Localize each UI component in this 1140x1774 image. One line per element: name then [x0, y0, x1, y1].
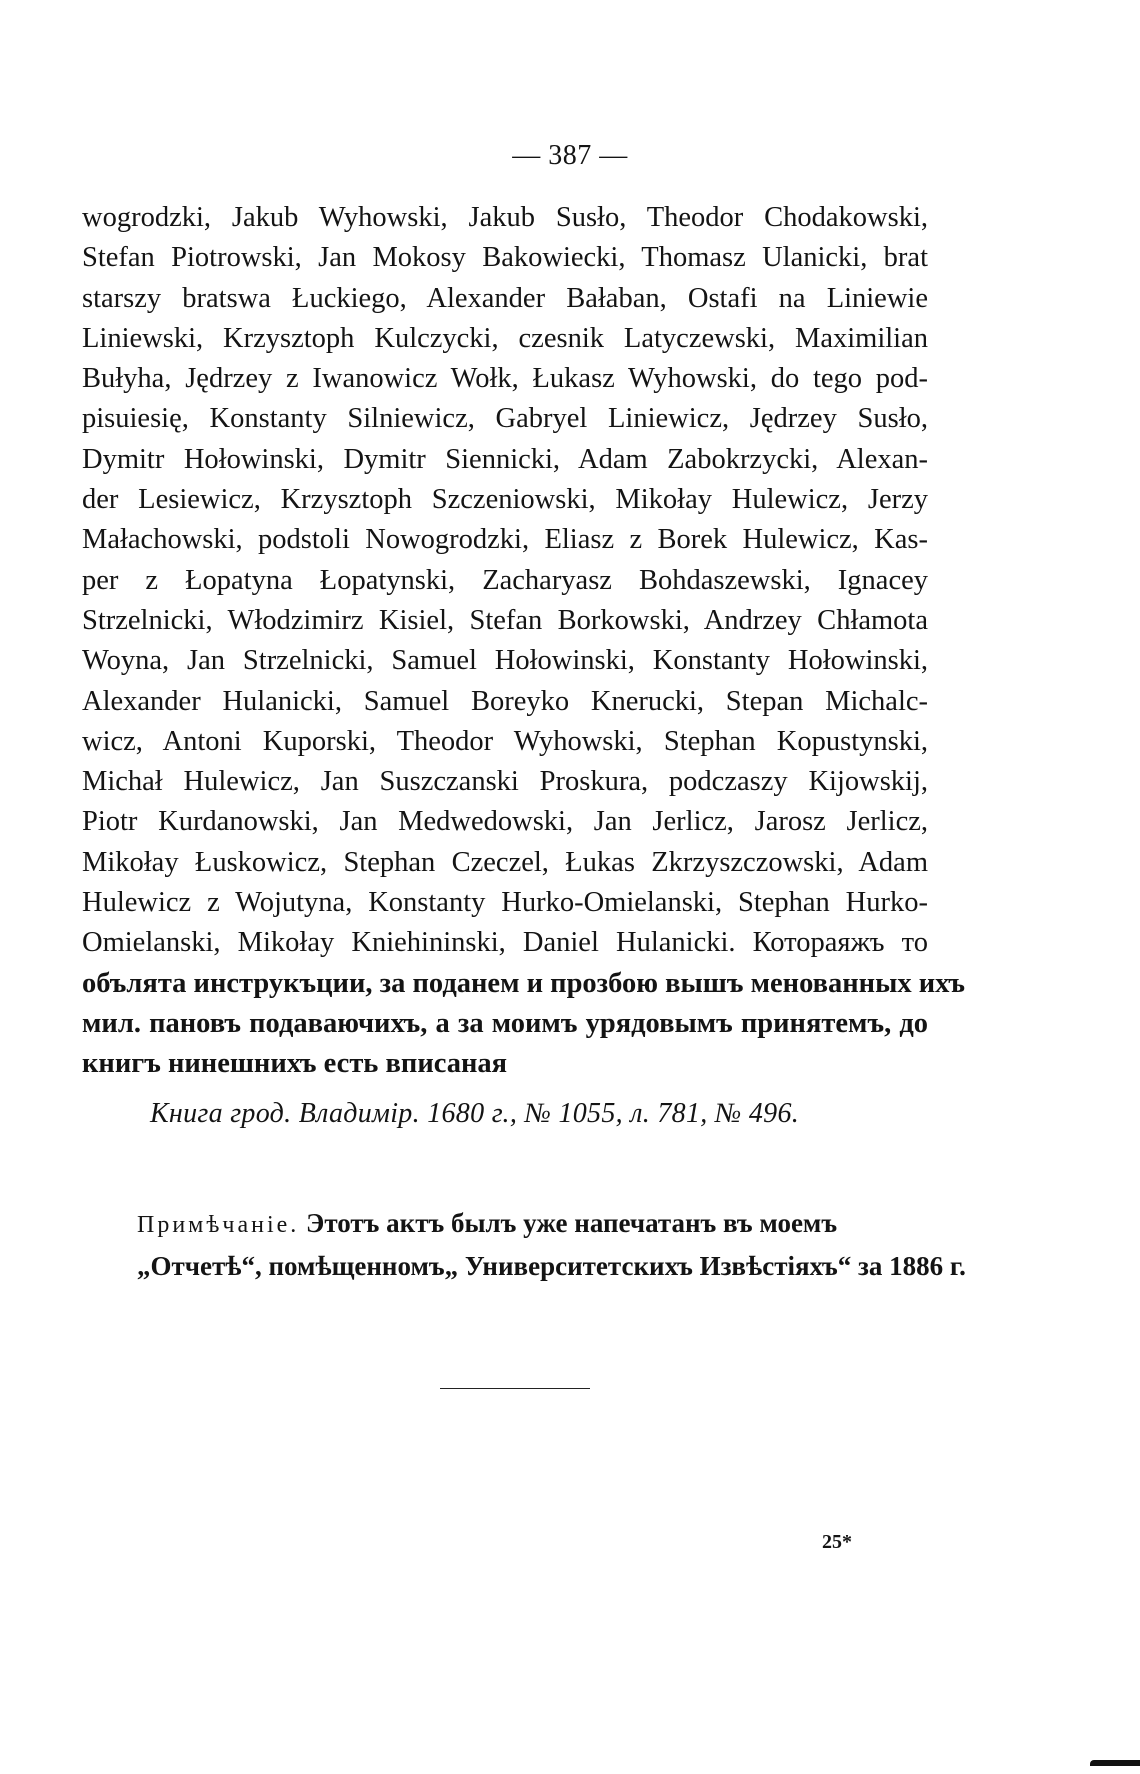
source-citation: Книга грод. Владимір. 1680 г., № 1055, л. 781, № 496. [150, 1098, 800, 1129]
text-line: Hulewicz z Wojutyna, Konstanty Hurko-Omielanski, Stephan Hurko- [82, 887, 928, 919]
footnote-label: Примѣчаніе. [137, 1212, 300, 1238]
text-line: Piotr Kurdanowski, Jan Medwedowski, Jan Jerlicz, Jarosz Jerlicz, [82, 806, 928, 838]
footnote-line [137, 1203, 927, 1246]
text-line: Woyna, Jan Strzelnicki, Samuel Hołowinski, Konstanty Hołowinski, [82, 645, 928, 677]
text-line: pisuiesię, Konstanty Silniewicz, Gabryel Liniewicz, Jędrzey Susło, [82, 403, 928, 435]
text-line: Liniewski, Krzysztoph Kulczycki, czesnik Latyczewski, Maximilian [82, 322, 928, 354]
text-line: Mikołay Łuskowicz, Stephan Czeczel, Łukas Zkrzyszczowski, Adam [82, 846, 928, 878]
text-line: книгъ нинешнихъ есть вписаная [82, 1048, 508, 1080]
text-line: Michał Hulewicz, Jan Suszczanski Proskura, podczaszy Kijowskij, [82, 766, 928, 798]
text-line: Małachowski, podstoli Nowogrodzki, Eliasz z Borek Hulewicz, Kas- [82, 524, 928, 556]
footnote [137, 1203, 966, 1287]
footnote-text: Этотъ актъ былъ уже напечатанъ въ моемъ [306, 1208, 838, 1238]
text-line: Alexander Hulanicki, Samuel Boreyko Knerucki, Stepan Michalc- [82, 685, 928, 717]
text-line: Strzelnicki, Włodzimirz Kisiel, Stefan Borkowski, Andrzey Chłamota [82, 604, 928, 636]
text-line: Stefan Piotrowski, Jan Mokosy Bakowiecki, Thomasz Ulanicki, brat [82, 242, 928, 274]
text-line: wicz, Antoni Kuporski, Theodor Wyhowski, Stephan Kopustynski, [82, 725, 928, 757]
scan-edge-mark [1090, 1760, 1140, 1766]
page-number: — 387 — [512, 140, 628, 171]
text-line: обълята инструкъции, за поданем и прозбою вышъ менованных ихъ [82, 967, 965, 999]
footnote-line: „Отчетѣ“, помѣщенномъ„ Университетскихъ Извѣстіяхъ“ за 1886 г. [137, 1251, 966, 1281]
text-line: der Lesiewicz, Krzysztoph Szczeniowski, Mikołay Hulewicz, Jerzy [82, 484, 928, 516]
text-line: мил. пановъ подаваючихъ, а за моимъ урядовымъ принятемъ, до [82, 1007, 928, 1039]
text-line: Dymitr Hołowinski, Dymitr Siennicki, Adam Zabokrzycki, Alexan- [82, 443, 928, 475]
signature-mark: 25* [822, 1531, 852, 1553]
text-line: per z Łopatyna Łopatynski, Zacharyasz Bohdaszewski, Ignacey [82, 564, 928, 596]
text-line: Bułyha, Jędrzey z Iwanowicz Wołk, Łukasz Wyhowski, do tego pod- [82, 363, 928, 395]
body-text [82, 198, 965, 1085]
text-line: wogrodzki, Jakub Wyhowski, Jakub Susło, Theodor Chodakowski, [82, 202, 928, 233]
text-line: Omielanski, Mikołay Kniehininski, Daniel Hulanicki. Котораяжъ то [82, 927, 928, 959]
text-line: starszy bratswa Łuckiego, Alexander Bałaban, Ostafi na Liniewie [82, 282, 928, 314]
section-divider [440, 1388, 590, 1389]
